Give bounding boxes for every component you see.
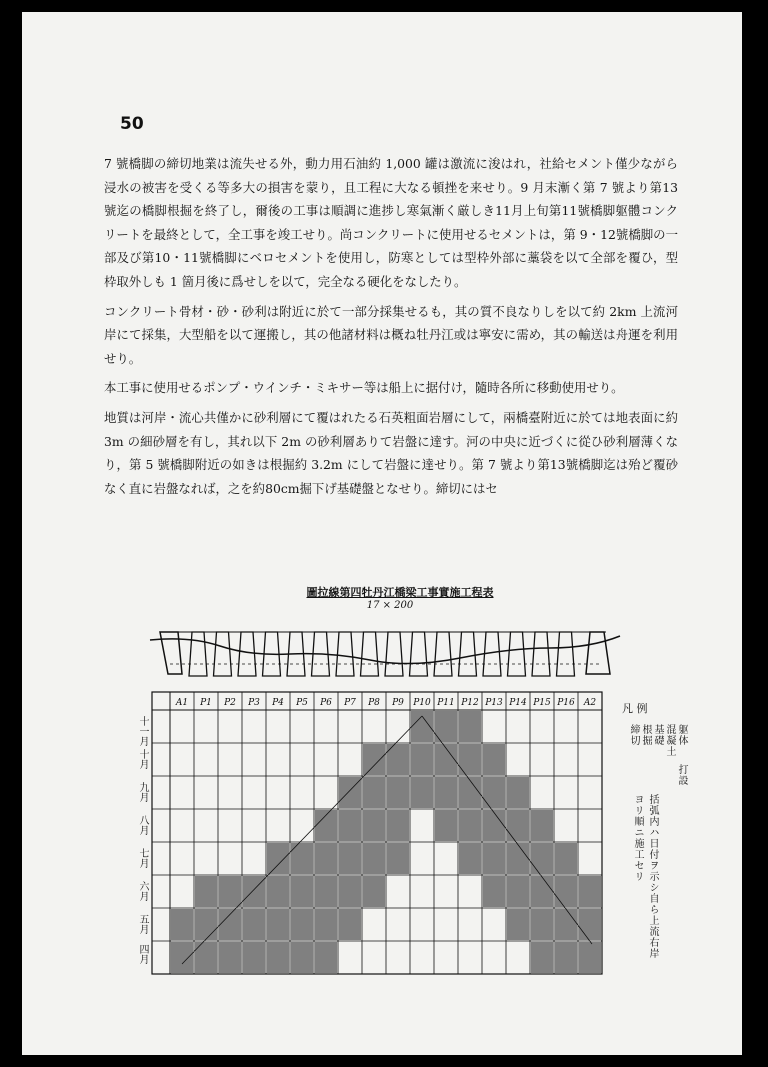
progress-cell-r2-c13 (483, 777, 505, 808)
figure-title: 圖拉線第四牡丹江橋梁工事實施工程表 (306, 586, 494, 599)
progress-cell-r6-c17 (579, 909, 601, 940)
progress-cell-r1-c13 (483, 744, 505, 775)
progress-cell-r3-c11 (435, 810, 457, 841)
progress-cell-r7-c17 (579, 942, 601, 973)
progress-cell-r3-c7 (339, 810, 361, 841)
body-text (104, 152, 678, 506)
progress-cell-r3-c9 (387, 810, 409, 841)
pier-16 (557, 632, 575, 676)
column-label-a2: A2 (583, 698, 597, 708)
progress-cell-r6-c6 (315, 909, 337, 940)
progress-cell-r6-c1 (195, 909, 217, 940)
legend-item-3: 基礎 (652, 724, 663, 746)
month-label-11: 十一月 (137, 716, 148, 746)
paragraph-4: 地質は河岸・流心共僅かに砂利層にて覆はれたる石英粗面岩層にして，兩橋臺附近に於ては地表面に約 3m の細砂層を有し，其れ以下 2m の砂利層ありて岩盤に達す。河の中央に近づくに從ひ砂利層薄くなり，第 5 號橋脚附近の如きは根掘約 3.2m にして岩盤に達せり。第 7 號より第13號橋脚迄は殆ど覆砂なく直に岩盤なれば，之を約80cm掘下げ基礎盤となせり。締切にはセ (104, 409, 678, 496)
legend-item-5: 躯体 (676, 724, 687, 746)
progress-cell-r4-c14 (507, 843, 529, 874)
progress-cell-r5-c7 (339, 876, 361, 907)
month-label-8: 八月 (137, 815, 148, 835)
progress-cell-r7-c16 (555, 942, 577, 973)
legend-item-1: 締切 (628, 724, 639, 746)
column-label-p9: P9 (392, 698, 404, 708)
column-label-p13: P13 (485, 698, 503, 708)
column-label-p10: P10 (413, 698, 431, 708)
pier-14 (508, 632, 526, 676)
progress-cell-r0-c12 (459, 711, 481, 742)
month-label-9: 九月 (137, 782, 148, 802)
progress-cell-r2-c11 (435, 777, 457, 808)
column-label-p2: P2 (224, 698, 236, 708)
page-number: 50 (120, 114, 144, 134)
progress-cell-r6-c7 (339, 909, 361, 940)
column-label-p14: P14 (509, 698, 527, 708)
progress-cell-r4-c9 (387, 843, 409, 874)
construction-schedule-figure (130, 584, 690, 984)
month-label-7: 七月 (137, 848, 148, 868)
progress-cell-r2-c12 (459, 777, 481, 808)
progress-cell-r4-c13 (483, 843, 505, 874)
progress-cell-r6-c14 (507, 909, 529, 940)
pier-8 (361, 632, 379, 676)
progress-cell-r3-c8 (363, 810, 385, 841)
legend-title: 凡 例 (622, 702, 648, 715)
pier-10 (410, 632, 428, 676)
column-label-p7: P7 (344, 698, 356, 708)
progress-cell-r1-c8 (363, 744, 385, 775)
progress-cell-r5-c4 (267, 876, 289, 907)
progress-cell-r5-c2 (219, 876, 241, 907)
progress-cell-r5-c5 (291, 876, 313, 907)
month-label-5: 五月 (137, 914, 148, 934)
paragraph-3: 本工事に使用せるポンプ・ウインチ・ミキサー等は船上に据付け，隨時各所に移動使用せり。 (104, 380, 624, 396)
paragraph-1: 7 號橋脚の締切地業は流失せる外，動力用石油約 1,000 罐は激流に浚はれ，社給セメント僅少ながら浸水の被害を受くる等多大の損害を蒙り，且工程に大なる頓挫を来せり。9 月末漸く第 7 號より第13號迄の橋脚根掘を終了し，爾後の工事は順調に進捗し寒氣漸く厳しき11月上旬第11號橋脚躯體コンクリートを最終として，全工事を竣工せり。尚コンクリートに使用せるセメントは，第 9・12號橋脚の一部及び第10・11號橋脚にベロセメントを使用し，防寒としては型枠外部に藁袋を以て全部を覆ひ，型枠取外しも 1 箇月後に爲せしを以て，完全なる硬化をなしたり。 (104, 156, 678, 289)
legend-item-4: 混凝土 (664, 724, 675, 757)
month-label-4: 四月 (137, 944, 148, 964)
pier-15 (532, 632, 550, 676)
progress-cell-r6-c4 (267, 909, 289, 940)
progress-cell-r7-c4 (267, 942, 289, 973)
progress-cell-r7-c2 (219, 942, 241, 973)
column-label-p3: P3 (248, 698, 260, 708)
pier-12 (459, 632, 477, 676)
progress-cell-r5-c1 (195, 876, 217, 907)
progress-cell-r5-c14 (507, 876, 529, 907)
column-label-a1: A1 (175, 698, 189, 708)
bridge-elevation-and-gantt (130, 584, 690, 984)
progress-cell-r2-c7 (339, 777, 361, 808)
progress-cell-r6-c16 (555, 909, 577, 940)
progress-cell-r4-c4 (267, 843, 289, 874)
progress-cell-r6-c3 (243, 909, 265, 940)
progress-cell-r6-c0 (171, 909, 193, 940)
progress-cell-r2-c14 (507, 777, 529, 808)
progress-cell-r4-c15 (531, 843, 553, 874)
progress-cell-r3-c15 (531, 810, 553, 841)
progress-cell-r4-c8 (363, 843, 385, 874)
progress-cell-r6-c15 (531, 909, 553, 940)
column-label-p12: P12 (461, 698, 479, 708)
progress-cell-r2-c10 (411, 777, 433, 808)
progress-cell-r7-c5 (291, 942, 313, 973)
progress-cell-r6-c5 (291, 909, 313, 940)
column-label-p1: P1 (200, 698, 212, 708)
progress-cell-r2-c9 (387, 777, 409, 808)
column-label-p15: P15 (533, 698, 551, 708)
progress-cell-r5-c13 (483, 876, 505, 907)
legend-item-2: 根掘 (640, 724, 651, 746)
column-label-p11: P11 (437, 698, 455, 708)
legend-note: 括弧内ハ日付ヲ示シ自ら上流右岸ヨリ順ニ施工セリ (632, 794, 658, 959)
progress-cell-r1-c10 (411, 744, 433, 775)
progress-cell-r5-c8 (363, 876, 385, 907)
column-label-p4: P4 (272, 698, 284, 708)
paragraph-2: コンクリート骨材・砂・砂利は附近に於て一部分採集せるも，其の質不良なりしを以て約 2km 上流河岸にて採集，大型船を以て運搬し，其の他諸材料は概ね牡丹江或は寧安に需め，其の輸送は舟運を利用せり。 (104, 303, 678, 366)
pier-11 (434, 632, 452, 676)
abutment-right (586, 632, 610, 674)
progress-cell-r7-c15 (531, 942, 553, 973)
progress-cell-r5-c3 (243, 876, 265, 907)
progress-cell-r7-c3 (243, 942, 265, 973)
month-label-6: 六月 (137, 881, 148, 901)
progress-cell-r2-c8 (363, 777, 385, 808)
pier-3 (238, 632, 256, 676)
legend-item-6: 打設 (676, 764, 687, 786)
progress-cell-r7-c0 (171, 942, 193, 973)
progress-cell-r4-c16 (555, 843, 577, 874)
progress-cell-r6-c2 (219, 909, 241, 940)
progress-cell-r5-c16 (555, 876, 577, 907)
progress-cell-r5-c6 (315, 876, 337, 907)
column-label-p8: P8 (368, 698, 380, 708)
progress-cell-r5-c15 (531, 876, 553, 907)
pier-2 (214, 632, 232, 676)
column-label-p16: P16 (557, 698, 575, 708)
progress-cell-r3-c12 (459, 810, 481, 841)
pier-7 (336, 632, 354, 676)
progress-cell-r4-c7 (339, 843, 361, 874)
progress-cell-r4-c6 (315, 843, 337, 874)
column-label-p5: P5 (296, 698, 308, 708)
progress-cell-r3-c13 (483, 810, 505, 841)
column-label-p6: P6 (320, 698, 332, 708)
progress-cell-r7-c6 (315, 942, 337, 973)
pier-1 (189, 632, 207, 676)
progress-cell-r3-c14 (507, 810, 529, 841)
document-page (22, 12, 742, 1055)
progress-cell-r5-c17 (579, 876, 601, 907)
month-label-10: 十月 (137, 749, 148, 769)
progress-cell-r4-c12 (459, 843, 481, 874)
pier-9 (385, 632, 403, 676)
figure-scale: 17 × 200 (366, 600, 414, 611)
